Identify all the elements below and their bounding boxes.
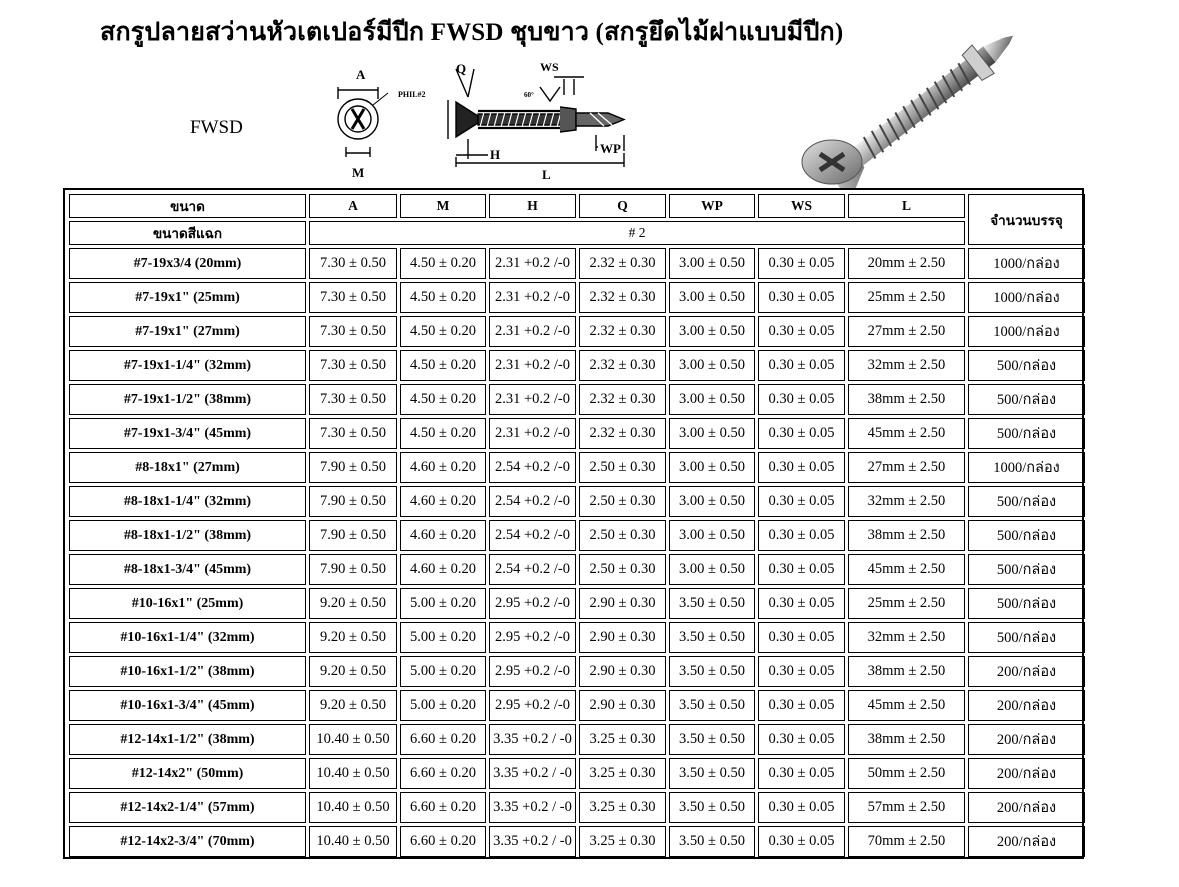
cell-q: 2.90 ± 0.30 <box>579 588 666 619</box>
dim-label-l: L <box>542 167 551 182</box>
cell-l: 32mm ± 2.50 <box>848 486 965 517</box>
cell-a: 7.30 ± 0.50 <box>309 418 397 449</box>
cell-qty: 1000/กล่อง <box>968 452 1085 483</box>
cell-wp: 3.00 ± 0.50 <box>669 282 755 313</box>
cell-m: 4.50 ± 0.20 <box>400 384 486 415</box>
cell-l: 38mm ± 2.50 <box>848 656 965 687</box>
cell-m: 5.00 ± 0.20 <box>400 690 486 721</box>
dim-label-h: H <box>490 147 501 162</box>
cell-a: 7.90 ± 0.50 <box>309 452 397 483</box>
cell-size: #8-18x1-1/4" (32mm) <box>69 486 306 517</box>
cell-qty: 500/กล่อง <box>968 554 1085 585</box>
table-row <box>69 384 1085 415</box>
cell-l: 32mm ± 2.50 <box>848 622 965 653</box>
cell-qty: 1000/กล่อง <box>968 316 1085 347</box>
cell-m: 6.60 ± 0.20 <box>400 792 486 823</box>
cell-l: 27mm ± 2.50 <box>848 316 965 347</box>
cell-ws: 0.30 ± 0.05 <box>758 316 845 347</box>
cell-size: #7-19x1-1/4" (32mm) <box>69 350 306 381</box>
cell-wp: 3.00 ± 0.50 <box>669 418 755 449</box>
cell-l: 50mm ± 2.50 <box>848 758 965 789</box>
table-row <box>69 554 1085 585</box>
dim-label-wp: WP <box>600 141 621 156</box>
header-phil-value: # 2 <box>309 221 965 245</box>
cell-m: 6.60 ± 0.20 <box>400 724 486 755</box>
cell-ws: 0.30 ± 0.05 <box>758 282 845 313</box>
cell-wp: 3.00 ± 0.50 <box>669 316 755 347</box>
cell-a: 7.30 ± 0.50 <box>309 350 397 381</box>
cell-wp: 3.50 ± 0.50 <box>669 622 755 653</box>
cell-ws: 0.30 ± 0.05 <box>758 588 845 619</box>
cell-q: 3.25 ± 0.30 <box>579 792 666 823</box>
cell-ws: 0.30 ± 0.05 <box>758 248 845 279</box>
cell-h: 3.35 +0.2 / -0 <box>489 792 576 823</box>
cell-m: 4.60 ± 0.20 <box>400 486 486 517</box>
cell-ws: 0.30 ± 0.05 <box>758 690 845 721</box>
cell-qty: 500/กล่อง <box>968 622 1085 653</box>
cell-l: 57mm ± 2.50 <box>848 792 965 823</box>
cell-wp: 3.00 ± 0.50 <box>669 350 755 381</box>
cell-qty: 500/กล่อง <box>968 384 1085 415</box>
cell-m: 4.60 ± 0.20 <box>400 520 486 551</box>
header-subrow <box>69 221 1085 245</box>
cell-ws: 0.30 ± 0.05 <box>758 622 845 653</box>
screw-product-photo <box>770 20 1040 190</box>
header-col-m: M <box>400 194 486 218</box>
header-row <box>69 194 1085 218</box>
cell-ws: 0.30 ± 0.05 <box>758 452 845 483</box>
page-title: สกรูปลายสว่านหัวเตเปอร์มีปีก FWSD ชุบขาว (สกรูยึดไม้ฝาแบบมีปีก) <box>100 19 844 46</box>
cell-h: 2.95 +0.2 /-0 <box>489 622 576 653</box>
cell-ws: 0.30 ± 0.05 <box>758 656 845 687</box>
dim-label-angle: 60° <box>524 91 534 99</box>
dim-label-ws: WS <box>540 60 559 74</box>
cell-q: 2.32 ± 0.30 <box>579 418 666 449</box>
cell-size: #12-14x2" (50mm) <box>69 758 306 789</box>
cell-q: 2.32 ± 0.30 <box>579 384 666 415</box>
cell-size: #7-19x1-3/4" (45mm) <box>69 418 306 449</box>
table-row <box>69 758 1085 789</box>
cell-qty: 500/กล่อง <box>968 418 1085 449</box>
cell-a: 7.30 ± 0.50 <box>309 384 397 415</box>
cell-qty: 200/กล่อง <box>968 792 1085 823</box>
cell-m: 4.60 ± 0.20 <box>400 452 486 483</box>
cell-a: 10.40 ± 0.50 <box>309 758 397 789</box>
header-col-l: L <box>848 194 965 218</box>
table-row <box>69 282 1085 313</box>
cell-q: 2.32 ± 0.30 <box>579 316 666 347</box>
cell-ws: 0.30 ± 0.05 <box>758 826 845 857</box>
cell-a: 7.90 ± 0.50 <box>309 486 397 517</box>
cell-ws: 0.30 ± 0.05 <box>758 486 845 517</box>
cell-qty: 200/กล่อง <box>968 656 1085 687</box>
cell-h: 2.31 +0.2 /-0 <box>489 350 576 381</box>
cell-size: #8-18x1-1/2" (38mm) <box>69 520 306 551</box>
cell-a: 7.90 ± 0.50 <box>309 554 397 585</box>
table-row <box>69 826 1085 857</box>
cell-ws: 0.30 ± 0.05 <box>758 758 845 789</box>
dim-label-m: M <box>352 165 365 180</box>
cell-m: 5.00 ± 0.20 <box>400 588 486 619</box>
cell-a: 9.20 ± 0.50 <box>309 588 397 619</box>
cell-a: 9.20 ± 0.50 <box>309 622 397 653</box>
cell-ws: 0.30 ± 0.05 <box>758 724 845 755</box>
cell-l: 45mm ± 2.50 <box>848 418 965 449</box>
cell-h: 2.95 +0.2 /-0 <box>489 588 576 619</box>
header-col-wp: WP <box>669 194 755 218</box>
cell-wp: 3.50 ± 0.50 <box>669 826 755 857</box>
cell-l: 38mm ± 2.50 <box>848 384 965 415</box>
cell-size: #7-19x1" (25mm) <box>69 282 306 313</box>
cell-wp: 3.00 ± 0.50 <box>669 486 755 517</box>
cell-size: #7-19x1" (27mm) <box>69 316 306 347</box>
cell-a: 7.30 ± 0.50 <box>309 248 397 279</box>
cell-l: 38mm ± 2.50 <box>848 520 965 551</box>
cell-q: 2.32 ± 0.30 <box>579 248 666 279</box>
cell-l: 20mm ± 2.50 <box>848 248 965 279</box>
cell-wp: 3.00 ± 0.50 <box>669 554 755 585</box>
cell-a: 7.90 ± 0.50 <box>309 520 397 551</box>
cell-wp: 3.50 ± 0.50 <box>669 656 755 687</box>
cell-q: 2.50 ± 0.30 <box>579 486 666 517</box>
cell-h: 2.31 +0.2 /-0 <box>489 316 576 347</box>
cell-q: 2.32 ± 0.30 <box>579 350 666 381</box>
cell-q: 2.50 ± 0.30 <box>579 520 666 551</box>
cell-size: #10-16x1-3/4" (45mm) <box>69 690 306 721</box>
cell-q: 3.25 ± 0.30 <box>579 758 666 789</box>
table-row <box>69 316 1085 347</box>
cell-l: 70mm ± 2.50 <box>848 826 965 857</box>
cell-h: 2.54 +0.2 /-0 <box>489 452 576 483</box>
cell-l: 45mm ± 2.50 <box>848 554 965 585</box>
cell-a: 7.30 ± 0.50 <box>309 282 397 313</box>
cell-qty: 500/กล่อง <box>968 520 1085 551</box>
cell-size: #10-16x1" (25mm) <box>69 588 306 619</box>
cell-l: 25mm ± 2.50 <box>848 588 965 619</box>
cell-m: 4.50 ± 0.20 <box>400 418 486 449</box>
cell-size: #12-14x1-1/2" (38mm) <box>69 724 306 755</box>
cell-q: 3.25 ± 0.30 <box>579 724 666 755</box>
cell-h: 2.54 +0.2 /-0 <box>489 486 576 517</box>
table-row <box>69 452 1085 483</box>
cell-size: #12-14x2-1/4" (57mm) <box>69 792 306 823</box>
cell-q: 2.90 ± 0.30 <box>579 622 666 653</box>
cell-wp: 3.50 ± 0.50 <box>669 588 755 619</box>
cell-wp: 3.00 ± 0.50 <box>669 452 755 483</box>
cell-q: 2.90 ± 0.30 <box>579 690 666 721</box>
cell-h: 2.31 +0.2 /-0 <box>489 282 576 313</box>
cell-wp: 3.50 ± 0.50 <box>669 690 755 721</box>
cell-ws: 0.30 ± 0.05 <box>758 520 845 551</box>
dim-label-a: A <box>356 67 366 82</box>
cell-ws: 0.30 ± 0.05 <box>758 792 845 823</box>
cell-h: 2.31 +0.2 /-0 <box>489 248 576 279</box>
dim-label-q: Q <box>456 61 467 76</box>
cell-q: 2.50 ± 0.30 <box>579 554 666 585</box>
cell-m: 4.50 ± 0.20 <box>400 248 486 279</box>
header-col-ws: WS <box>758 194 845 218</box>
table-row <box>69 656 1085 687</box>
cell-h: 2.31 +0.2 /-0 <box>489 384 576 415</box>
table-row <box>69 418 1085 449</box>
table-row <box>69 588 1085 619</box>
header-col-h: H <box>489 194 576 218</box>
cell-size: #10-16x1-1/4" (32mm) <box>69 622 306 653</box>
table-row <box>69 520 1085 551</box>
cell-m: 4.60 ± 0.20 <box>400 554 486 585</box>
cell-qty: 200/กล่อง <box>968 724 1085 755</box>
spec-table <box>66 191 1088 860</box>
cell-wp: 3.50 ± 0.50 <box>669 758 755 789</box>
cell-size: #8-18x1" (27mm) <box>69 452 306 483</box>
cell-ws: 0.30 ± 0.05 <box>758 350 845 381</box>
cell-h: 3.35 +0.2 / -0 <box>489 758 576 789</box>
cell-qty: 200/กล่อง <box>968 690 1085 721</box>
cell-l: 27mm ± 2.50 <box>848 452 965 483</box>
cell-l: 25mm ± 2.50 <box>848 282 965 313</box>
header-col-a: A <box>309 194 397 218</box>
cell-size: #10-16x1-1/2" (38mm) <box>69 656 306 687</box>
cell-m: 4.50 ± 0.20 <box>400 350 486 381</box>
cell-h: 2.54 +0.2 /-0 <box>489 520 576 551</box>
cell-qty: 1000/กล่อง <box>968 282 1085 313</box>
table-row <box>69 486 1085 517</box>
cell-wp: 3.50 ± 0.50 <box>669 724 755 755</box>
cell-size: #8-18x1-3/4" (45mm) <box>69 554 306 585</box>
cell-q: 2.32 ± 0.30 <box>579 282 666 313</box>
cell-m: 6.60 ± 0.20 <box>400 758 486 789</box>
cell-h: 3.35 +0.2 / -0 <box>489 826 576 857</box>
cell-wp: 3.00 ± 0.50 <box>669 384 755 415</box>
cell-a: 10.40 ± 0.50 <box>309 826 397 857</box>
cell-m: 4.50 ± 0.20 <box>400 316 486 347</box>
cell-l: 45mm ± 2.50 <box>848 690 965 721</box>
cell-wp: 3.50 ± 0.50 <box>669 792 755 823</box>
cell-h: 2.95 +0.2 /-0 <box>489 656 576 687</box>
header-size: ขนาด <box>69 194 306 218</box>
product-code-label: FWSD <box>190 117 243 138</box>
cell-q: 2.90 ± 0.30 <box>579 656 666 687</box>
table-row <box>69 622 1085 653</box>
dim-label-phil: PHIL#2 <box>398 90 426 99</box>
header-qty: จำนวนบรรจุ <box>968 194 1085 245</box>
cell-qty: 200/กล่อง <box>968 826 1085 857</box>
table-row <box>69 724 1085 755</box>
cell-l: 32mm ± 2.50 <box>848 350 965 381</box>
table-row <box>69 350 1085 381</box>
cell-l: 38mm ± 2.50 <box>848 724 965 755</box>
cell-q: 3.25 ± 0.30 <box>579 826 666 857</box>
cell-ws: 0.30 ± 0.05 <box>758 554 845 585</box>
cell-a: 9.20 ± 0.50 <box>309 656 397 687</box>
cell-h: 2.54 +0.2 /-0 <box>489 554 576 585</box>
cell-qty: 1000/กล่อง <box>968 248 1085 279</box>
cell-wp: 3.00 ± 0.50 <box>669 248 755 279</box>
cell-size: #7-19x1-1/2" (38mm) <box>69 384 306 415</box>
cell-m: 4.50 ± 0.20 <box>400 282 486 313</box>
cell-ws: 0.30 ± 0.05 <box>758 418 845 449</box>
cell-m: 6.60 ± 0.20 <box>400 826 486 857</box>
cell-a: 10.40 ± 0.50 <box>309 724 397 755</box>
cell-qty: 500/กล่อง <box>968 588 1085 619</box>
cell-h: 2.31 +0.2 /-0 <box>489 418 576 449</box>
cell-size: #7-19x3/4 (20mm) <box>69 248 306 279</box>
cell-size: #12-14x2-3/4" (70mm) <box>69 826 306 857</box>
cell-q: 2.50 ± 0.30 <box>579 452 666 483</box>
table-row <box>69 792 1085 823</box>
cell-qty: 200/กล่อง <box>968 758 1085 789</box>
cell-wp: 3.00 ± 0.50 <box>669 520 755 551</box>
cell-ws: 0.30 ± 0.05 <box>758 384 845 415</box>
cell-a: 10.40 ± 0.50 <box>309 792 397 823</box>
table-row <box>69 690 1085 721</box>
cell-a: 7.30 ± 0.50 <box>309 316 397 347</box>
cell-m: 5.00 ± 0.20 <box>400 622 486 653</box>
table-row <box>69 248 1085 279</box>
cell-h: 3.35 +0.2 / -0 <box>489 724 576 755</box>
cell-m: 5.00 ± 0.20 <box>400 656 486 687</box>
header-col-q: Q <box>579 194 666 218</box>
cell-qty: 500/กล่อง <box>968 486 1085 517</box>
screw-dimension-drawing <box>328 57 638 185</box>
cell-h: 2.95 +0.2 /-0 <box>489 690 576 721</box>
cell-a: 9.20 ± 0.50 <box>309 690 397 721</box>
cell-qty: 500/กล่อง <box>968 350 1085 381</box>
header-color-size: ขนาดสีแฉก <box>69 221 306 245</box>
